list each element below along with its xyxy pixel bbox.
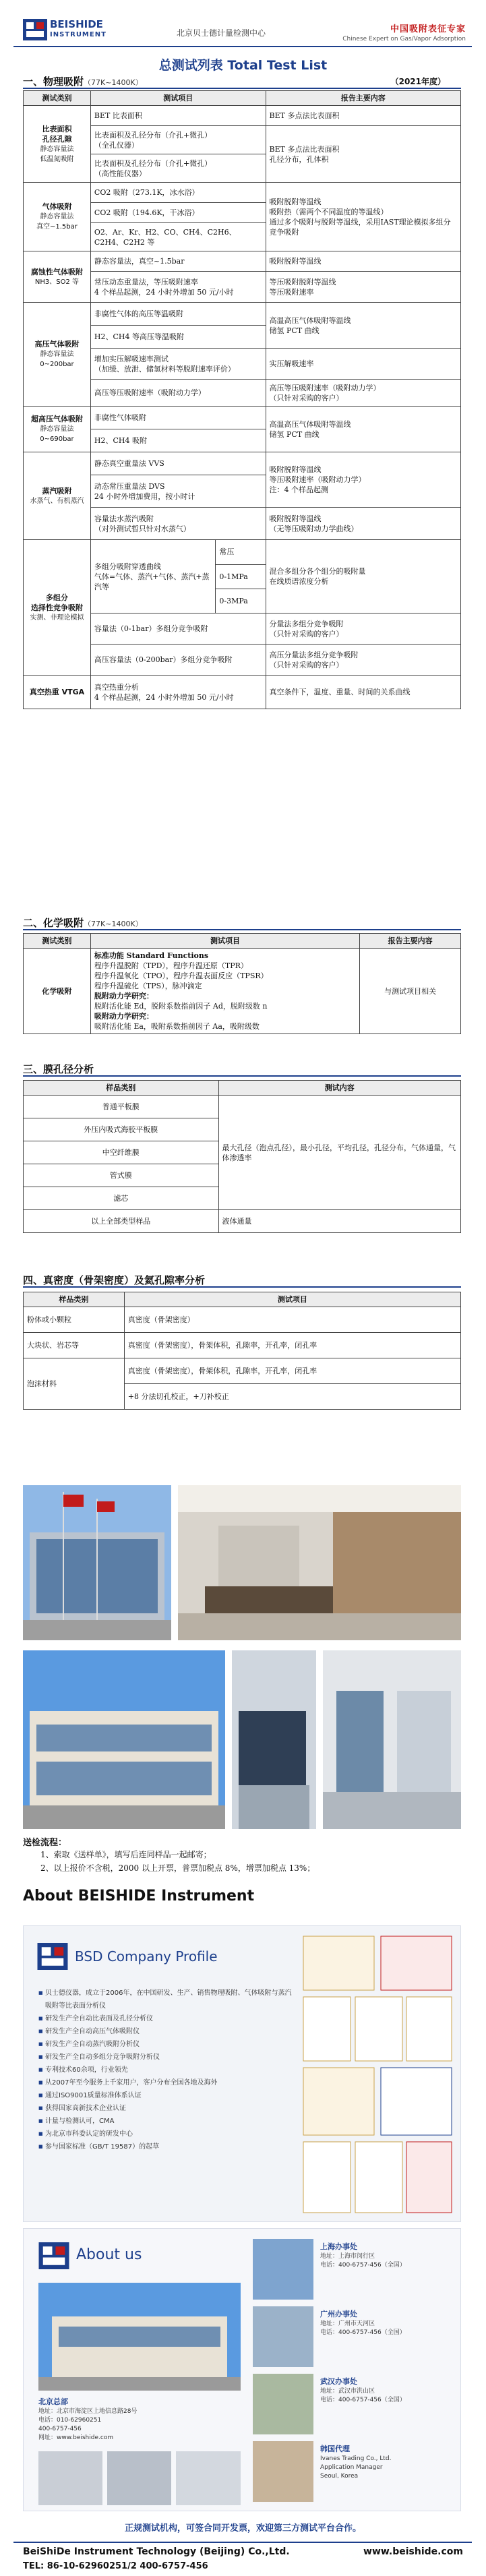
wuhan-office: 武汉办事处 地址：武汉市洪山区 电话：400-6757-456（全国） — [320, 2377, 406, 2403]
table-row: 腐蚀性气体吸附 NH3、SO2 等 静态容量法，真空~1.5bar 吸附脱附等温线 — [24, 251, 461, 272]
table-row: 管式膜 — [24, 1164, 461, 1187]
table-row: 滤芯 — [24, 1187, 461, 1210]
table-row: 增加实压解吸速率测试 （加缓、放泄、储氢材料等脱附速率评价） 实压解吸速率 — [24, 349, 461, 380]
photo-lobby — [178, 1485, 461, 1640]
table-row: 比表面积及孔径分布（介孔+微孔） （全孔仪器） BET 多点法比表面积 孔径分布，孔体积 — [24, 126, 461, 154]
wuhan-photo-icon — [253, 2374, 313, 2434]
table-row: 比表面积及孔径分布（介孔+微孔） （高性能仪器） — [24, 154, 461, 183]
logo-sub-text: INSTRUMENT — [50, 31, 107, 38]
team-photos-icon — [38, 2451, 241, 2505]
lab-corridor-image-icon — [323, 1650, 461, 1829]
profile-title: BSD Company Profile — [75, 1948, 218, 1965]
list-item: ■ 研发生产全自动多组分竞争吸附分析仪 — [38, 2051, 295, 2064]
membrane-table — [23, 1080, 461, 1233]
korea-office: 韩国代理 Ivanes Trading Co., Ltd. Application Manager Seoul, Korea — [320, 2445, 392, 2480]
table-row: 高压容量法（0-200bar）多组分竞争吸附 高压分量法多组分竞争吸附 （只针对采购的客户） — [24, 645, 461, 676]
list-item: ■ 获得国家高新技术企业认证 — [38, 2102, 295, 2115]
table-row: CO2 吸附（194.6K，干冰浴） — [24, 203, 461, 223]
section3-title: 三、膜孔径分析 — [23, 1063, 94, 1075]
section1-rule — [23, 88, 461, 89]
logo-wordmark — [50, 19, 107, 40]
brand-cn: 中国吸附表征专家 — [390, 24, 466, 34]
photo-office-building — [23, 1650, 225, 1829]
physical-adsorption-table — [23, 90, 461, 709]
table-row: +8 分法切孔校正，+刀补校正 — [24, 1384, 461, 1410]
list-item: ■ 通过ISO9001质量标准体系认证 — [38, 2089, 295, 2102]
brand-slogan — [342, 22, 466, 42]
breakthrough-subtable: 多组分吸附穿透曲线 气体=气体、蒸汽+气体、蒸汽+蒸汽等 常压 0-1MPa 0-3MPa — [91, 540, 266, 613]
shanghai-office: 上海办事处 地址：上海市闵行区 电话：400-6757-456（全国） — [320, 2242, 406, 2269]
table-header-row: 样品类别 测试内容 — [24, 1081, 461, 1096]
list-item: ■ 研发生产全自动比表面及孔径分析仪 — [38, 2012, 295, 2025]
table-row: 多组分 选择性竞争吸附 实测、非理论模拟 多组分吸附穿透曲线 气体=气体、蒸汽+气体、蒸汽+蒸汽等 常压 0-1MPa 0-3MPa 混合多组分各个组分的吸附量 在线质谱浓度分析 — [24, 540, 461, 613]
density-table — [23, 1292, 461, 1410]
list-item: ■ 为北京市科委认定的研发中心 — [38, 2128, 295, 2140]
profile-logo-icon — [37, 1943, 68, 1970]
section3-rule — [23, 1075, 461, 1077]
table-row: 常压动态重量法，等压吸附速率 4 个样品起测，24 小时外增加 50 元/小时 等压吸附脱附等温线 等压吸附速率 — [24, 272, 461, 303]
table-row: 外压内吸式海胶平板膜 — [24, 1118, 461, 1141]
about-us-panel — [23, 2228, 461, 2511]
about-us-logo-icon — [38, 2242, 69, 2269]
table-row: 气体吸附 静态容量法 真空~1.5bar CO2 吸附（273.1K，冰水浴） 吸附脱附等温线 吸附热（需两个不同温度的等温线） 通过多个吸附与脱附等温线，采用IAST理论模拟多组分竞争吸附 — [24, 183, 461, 203]
send-process-title: 送检流程： — [23, 1838, 67, 1848]
table-row: 泡沫材料 真密度（骨架密度），骨架体积，孔隙率，开孔率，闭孔率 — [24, 1358, 461, 1384]
page-title: 总测试列表 Total Test List — [158, 58, 328, 73]
section1-year: （2021年度） — [390, 77, 446, 86]
table-row: 高压气体吸附 静态容量法 0~200bar 非腐性气体的高压等温吸附 高温高压气体吸附等温线 储氢 PCT 曲线 — [24, 303, 461, 326]
slogan: 正规测试机构，可签合同开发票，欢迎第三方测试平台合作。 — [124, 2523, 361, 2534]
footer-website-link[interactable]: www.beishide.com — [363, 2546, 463, 2557]
photo-building-exterior — [23, 1485, 171, 1640]
headquarters-image-icon — [38, 2283, 241, 2391]
list-item: ■ 研发生产全自动蒸汽吸附分析仪 — [38, 2038, 295, 2051]
send-step-2: 2、以上报价不含税，2000 以上开票，普票加税点 8%，增票加税点 13%； — [40, 1863, 315, 1873]
list-item: ■ 计量与检测认可，CMA — [38, 2115, 295, 2128]
list-item: ■ 从2007年至今服务上千家用户，客户分布全国各地及海外 — [38, 2076, 295, 2089]
table-row: 高压等压吸附速率（吸附动力学） 高压等压吸附速率（吸附动力学） （只针对采购的客户） — [24, 380, 461, 407]
table-row: 以上全部类型样品 液体通量 — [24, 1210, 461, 1233]
profile-header — [37, 1943, 218, 1972]
table-row: 真空热重 VTGA 真空热重分析 4 个样品起测，24 小时外增加 50 元/小时 真空条件下，温度、重量、时间的关系曲线 — [24, 676, 461, 709]
table-row: 容量法（0-1bar）多组分竞争吸附 分量法多组分竞争吸附 （只针对采购的客户） — [24, 613, 461, 645]
facility-photos — [23, 1485, 461, 1829]
footer-divider — [13, 2542, 472, 2543]
lab-image-icon — [232, 1650, 316, 1829]
table-row: 超高压气体吸附 静态容量法 0~690bar 非腐性气体吸附 高温高压气体吸附等温线 储氢 PCT 曲线 — [24, 407, 461, 429]
about-us-title: About us — [76, 2246, 142, 2263]
table-row: 普通平板膜 最大孔径（泡点孔径），最小孔径，平均孔径，孔径分布，气体通量，气体渗透率 — [24, 1096, 461, 1118]
table-row: H2、CH4 吸附 — [24, 429, 461, 452]
company-profile-panel — [23, 1925, 461, 2222]
center-name: 北京贝士德计量检测中心 — [177, 28, 266, 38]
photo-lab-1 — [232, 1650, 316, 1829]
brand-en: Chinese Expert on Gas/Vapor Adsorption — [342, 36, 466, 42]
beishide-logo-icon — [23, 19, 47, 40]
building-image-icon — [23, 1485, 171, 1640]
list-item: ■ 贝士德仪器，成立于2006年，在中国研发、生产、销售物理吸附、气体吸附与蒸汽吸附等比表面分析仪 — [38, 1987, 295, 2012]
list-item: ■ 专利技术60余项，行业领先 — [38, 2064, 295, 2076]
list-item: ■ 研发生产全自动高压气体吸附仪 — [38, 2025, 295, 2038]
footer-telephone: TEL: 86-10-62960251/2 400-6757-456 — [23, 2561, 208, 2571]
table-header-row: 测试类别 测试项目 报告主要内容 — [24, 934, 461, 949]
table-row: 粉体或小颗粒 真密度（骨架密度） — [24, 1307, 461, 1333]
table-row: O2、Ar、Kr、H2、CO、CH4、C2H6、C2H4、C2H2 等 — [24, 223, 461, 251]
lobby-image-icon — [178, 1485, 461, 1640]
chemisorption-table — [23, 933, 461, 1034]
korea-photo-icon — [253, 2441, 313, 2502]
photo-lab-2 — [323, 1650, 461, 1829]
send-step-1: 1、索取《送样单》，填写后连同样品一起邮寄； — [40, 1850, 212, 1859]
guangzhou-photo-icon — [253, 2306, 313, 2367]
about-title: About BEISHIDE Instrument — [23, 1888, 255, 1905]
table-row: 化学吸附 标准功能 Standard Functions 程序升温脱附（TPD），程序升温还原（TPR） 程序升温氧化（TPO），程序升温表面反应（TPSR） 程序升温硫化（TPS），脉冲滴定 脱附动力学研究： 脱附活化能 Ed，脱附系数指前因子 Ad，脱附级数 n 吸附动力学研究： 吸附活化能 Ea，吸附系数指前因子 Aa，吸附级数 与测试项目相关 — [24, 949, 461, 1034]
table-row: 大块状、岩芯等 真密度（骨架密度），骨架体积，孔隙率，开孔率，闭孔率 — [24, 1333, 461, 1358]
table-row: 动态常压重量法 DVS 24 小时外增加费用，按小时计 — [24, 475, 461, 508]
section2-title: 二、化学吸附（77K~1400K） — [23, 917, 143, 929]
certificates-collage-icon — [300, 1933, 455, 2216]
beijing-office: 北京总部 地址：北京市海淀区上地信息路28号 电话：010-62960251 400-6757-456 网址：www.beishide.com — [38, 2397, 138, 2441]
table-row: 比表面积 孔径孔隙 静态容量法 低温氮吸附 BET 比表面积 BET 多点法比表面积 — [24, 106, 461, 126]
table-header-row: 样品类别 测试项目 — [24, 1292, 461, 1307]
page-header — [0, 0, 486, 53]
table-row: H2、CH4 等高压等温吸附 — [24, 326, 461, 349]
header-divider — [13, 46, 472, 47]
about-us-header — [38, 2242, 142, 2271]
guangzhou-office: 广州办事处 地址：广州市天河区 电话：400-6757-456（全国） — [320, 2310, 406, 2336]
table-row: 中空纤维膜 — [24, 1141, 461, 1164]
table-header-row: 测试类别 测试项目 报告主要内容 — [24, 91, 461, 106]
table-row: 容量法水蒸汽吸附 （对外测试暂只针对水蒸气） 吸附脱附等温线 （无等压吸附动力学曲线） — [24, 508, 461, 540]
office-image-icon — [23, 1650, 225, 1829]
profile-bullet-list — [38, 1987, 295, 2153]
section2-rule — [23, 929, 461, 930]
section4-rule — [23, 1286, 461, 1288]
section4-title: 四、真密度（骨架密度）及氦孔隙率分析 — [23, 1274, 206, 1286]
table-row: 蒸汽吸附 水蒸气、有机蒸汽 静态真空重量法 VVS 吸附脱附等温线 等压吸附速率（吸附动力学） 注：4 个样品起测 — [24, 452, 461, 475]
footer-company: BeiShiDe Instrument Technology (Beijing) Co.,Ltd. — [23, 2546, 290, 2557]
shanghai-photo-icon — [253, 2239, 313, 2300]
section1-title: 一、物理吸附（77K~1400K） — [23, 76, 143, 88]
list-item: ■ 参与国家标准（GB/T 19587）的起草 — [38, 2140, 295, 2153]
logo-main-text: BEISHIDE — [50, 18, 103, 30]
